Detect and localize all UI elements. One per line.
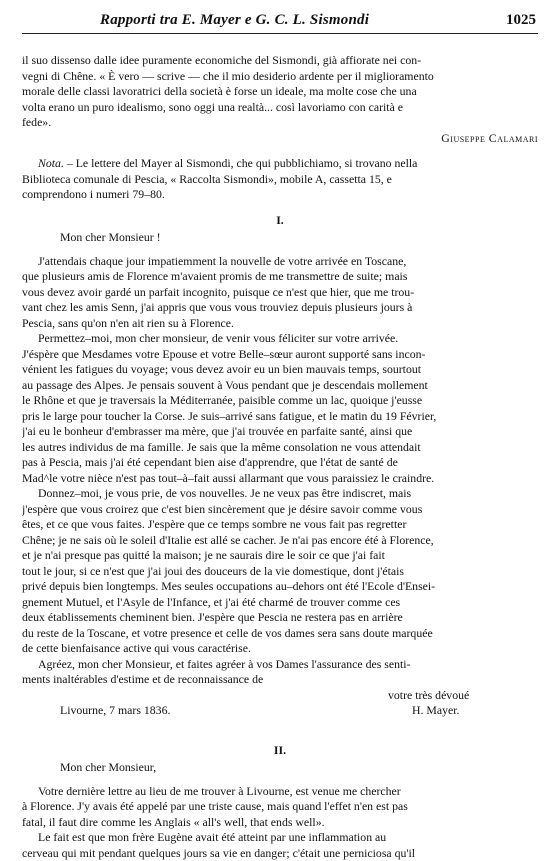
- text-line: Le fait est que mon frère Eugène avait été atteint par une inflammation au: [22, 830, 538, 846]
- letter-paragraph: [22, 254, 538, 332]
- text-line: privé depuis bien longtemps. Mes seules occupations au–dehors ont été l'Ecole d'Ensei-: [22, 579, 538, 595]
- closing-row: [22, 688, 538, 704]
- place-date: Livourne, 7 mars 1836.: [60, 703, 170, 719]
- text-line: il suo dissenso dalle idee puramente economiche del Sismondi, già affiorate nei con-: [22, 53, 538, 69]
- text-line: Chêne; je ne sais où le soleil d'Italie est allé se cacher. Je n'ai pas encore été à Florence,: [22, 533, 538, 549]
- text-line: les autres individus de ma famille. Je sais que la même consolation ne vous attendait: [22, 440, 538, 456]
- text-line: vant chez les amis Senn, j'ai appris que vous vous trouviez depuis plusieurs jours à: [22, 300, 538, 316]
- text-line: pris le large pour toucher la Corse. Je suis–arrivé sans fatigue, et le matin du 19 Février,: [22, 409, 538, 425]
- signer-name: H. Mayer.: [412, 703, 460, 719]
- text-line: vous devez avoir gardé un parfait incognito, puisque ce n'est que hier, que me trou-: [22, 285, 538, 301]
- text-line: j'ai eu le bonheur d'embrasser ma mère, que j'ai trouvée en parfaite santé, ainsi que: [22, 424, 538, 440]
- text-line: êtes, et ce que vous faites. J'espère que ce temps sombre ne vous fait pas regretter: [22, 517, 538, 533]
- text-line: j'espère que vous croirez que c'est bien sincèrement que je désire savoir comme vous: [22, 502, 538, 518]
- text-line: et je n'ai presque pas quitté la maison; je ne saurais dire le soir ce que j'ai fait: [22, 548, 538, 564]
- text-line: Mad^le votre nièce n'est pas tout–à–fait aussi allarmant que vous paraissiez le craindre.: [22, 471, 538, 487]
- text-line: fatal, il faut dire comme les Anglais « all's well, that ends well».: [22, 815, 538, 831]
- text-line: cerveau qui mit pendant quelques jours sa vie en danger; c'était une perniciosa qu'il: [22, 846, 538, 861]
- text-line: Pescia, sans qu'on n'en ait rien su à Florence.: [22, 316, 538, 332]
- letter-paragraph: [22, 830, 538, 861]
- text-line: deux établissements cheminent bien. J'espère que Pescia ne restera pas en arrière: [22, 610, 538, 626]
- editorial-note: [22, 156, 538, 203]
- letter-paragraph: [22, 331, 538, 486]
- header-rule: [22, 33, 538, 34]
- text-line: comprendono i numeri 79–80.: [22, 187, 538, 203]
- text-line: à Florence. J'y avais été appelé par une triste cause, mais quand l'effet n'en est pas: [22, 799, 538, 815]
- text-line: volta erano un puro idealismo, sono oggi una realtà... così lavoriamo con carità e: [22, 100, 538, 116]
- letter-paragraph: [22, 486, 538, 657]
- text-line: ments inaltérables d'estime et de reconnaissance de: [22, 672, 538, 688]
- text-line: Permettez–moi, mon cher monsieur, de venir vous féliciter sur votre arrivée.: [22, 331, 538, 347]
- text-line: vegni di Chêne. « È vero — scrive — che il mio desiderio ardente per il miglioramento: [22, 69, 538, 85]
- text-line: du reste de la Toscane, et votre presence et celle de vos dames sera sans doute marquée: [22, 626, 538, 642]
- text-line: le Rhône et que je traversais la Méditerranée, paisible comme un lac, quoique j'eusse: [22, 393, 538, 409]
- letter-paragraph: [22, 784, 538, 831]
- text-line: gnement Mutuel, et l'Asyle de l'Infance, et j'ai été charmé de trouver comme ces: [22, 595, 538, 611]
- text-line: que plusieurs amis de Florence m'avaient promis de me transmettre de suite; mais: [22, 269, 538, 285]
- text-line: Agréez, mon cher Monsieur, et faites agréer à vos Dames l'assurance des senti-: [22, 657, 538, 673]
- letter-number: I.: [22, 213, 538, 229]
- text-line: vénient les fatigues du voyage; vous devez avoir eu un bien mauvais temps, sourtout: [22, 362, 538, 378]
- text-line: Biblioteca comunale di Pescia, « Raccolta Sismondi», mobile A, cassetta 15, e: [22, 172, 538, 188]
- text-line: [22, 156, 538, 172]
- text-line: au passage des Alpes. Je pensais souvent à Vous pendant que je descendais mollement: [22, 378, 538, 394]
- letter-number: II.: [22, 743, 538, 759]
- page-number: 1025: [506, 12, 536, 29]
- body-text: [22, 53, 538, 861]
- signature-row: [22, 703, 538, 719]
- text-line: J'attendais chaque jour impatiemment la nouvelle de votre arrivée en Toscane,: [22, 254, 538, 270]
- salutation: Mon cher Monsieur !: [22, 230, 538, 246]
- note-label: Nota.: [38, 156, 64, 170]
- note-text: – Le lettere del Mayer al Sismondi, che qui pubblichiamo, si trovano nella: [64, 156, 418, 170]
- text-line: morale delle classi lavoratrici della società è forse un ideale, ma molte cose che una: [22, 84, 538, 100]
- text-line: Donnez–moi, je vous prie, de vos nouvelles. Je ne veux pas être indiscret, mais: [22, 486, 538, 502]
- text-line: Votre dernière lettre au lieu de me trouver à Livourne, est venue me chercher: [22, 784, 538, 800]
- text-line: J'éspère que Mesdames votre Epouse et votre Belle–sœur auront supporté sans incon-: [22, 347, 538, 363]
- running-head: Rapporti tra E. Mayer e G. C. L. Sismondi: [100, 12, 369, 29]
- text-line: de cette bienfaisance active qui vous caractérise.: [22, 641, 538, 657]
- intro-paragraph: [22, 53, 538, 131]
- text-line: tout le jour, si ce n'est que j'ai joui des douceurs de la vie domestique, dont j'étais: [22, 564, 538, 580]
- closing-formula: votre très dévoué: [388, 688, 469, 704]
- letter-paragraph: [22, 657, 538, 688]
- salutation: Mon cher Monsieur,: [22, 760, 538, 776]
- page-header: [0, 10, 550, 34]
- text-line: fede».: [22, 115, 538, 131]
- text-line: pas à Pescia, mais j'ai été cependant bien aise d'apprendre, que l'état de santé de: [22, 455, 538, 471]
- intro-signature: Giuseppe Calamari: [22, 131, 538, 147]
